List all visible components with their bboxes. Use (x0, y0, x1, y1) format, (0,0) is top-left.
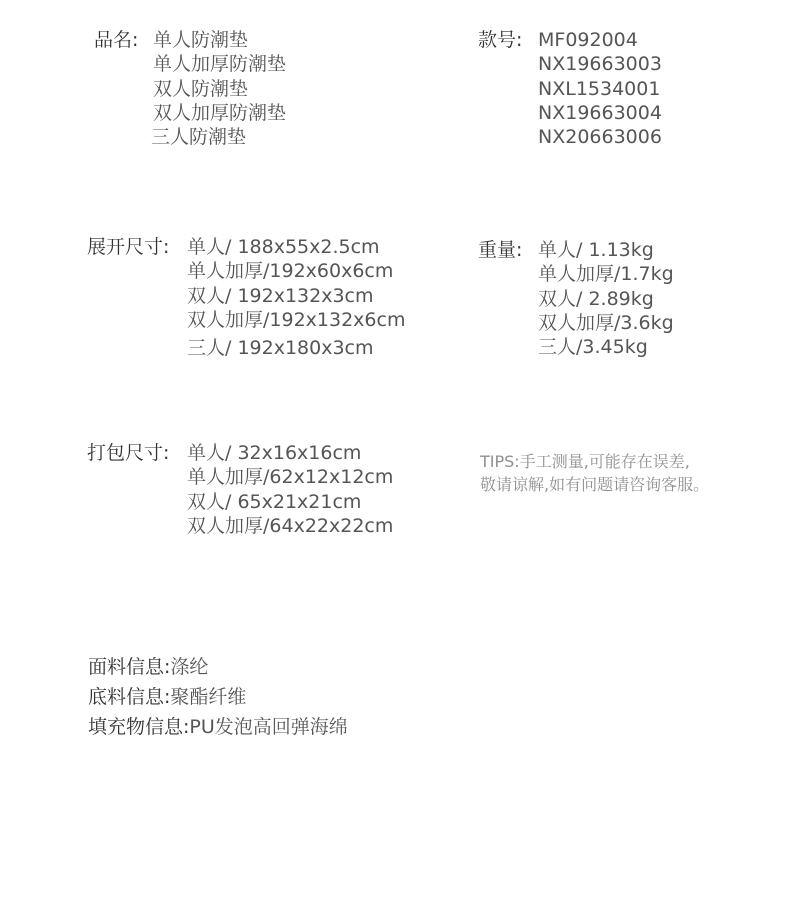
product-name-value: 三人防潮垫 (151, 126, 247, 149)
product-name-value: 单人防潮垫 (153, 29, 249, 51)
tips-line: TIPS:手工测量,可能存在误差, (480, 452, 690, 471)
pack-size-value: 单人/ 32x16x16cm (187, 442, 362, 464)
model-number-label: 款号: (478, 29, 523, 51)
product-name-value: 单人加厚防潮垫 (153, 53, 287, 76)
weight-value: 双人/ 2.89kg (538, 287, 654, 310)
pack-size-value: 单人加厚/62x12x12cm (187, 466, 394, 489)
pack-size-label: 打包尺寸: (87, 442, 170, 464)
unfold-size-value: 三人/ 192x180x3cm (187, 337, 374, 360)
tips-line: 敬请谅解,如有问题请咨询客服。 (480, 475, 710, 494)
model-number-value: NX20663006 (538, 126, 662, 149)
unfold-size-value: 双人加厚/192x132x6cm (187, 308, 406, 331)
unfold-size-values (187, 235, 405, 360)
model-number-value: NX19663003 (538, 53, 662, 76)
unfold-size-value: 双人/ 192x132x3cm (187, 284, 374, 307)
model-number-values (538, 28, 662, 149)
filling-value: PU发泡高回弹海绵 (189, 716, 348, 738)
weight-value: 单人加厚/1.7kg (538, 263, 674, 286)
filling-row (88, 715, 348, 739)
product-name-value: 双人防潮垫 (153, 77, 249, 100)
unfold-size-value: 单人/ 188x55x2.5cm (187, 236, 380, 258)
pack-size-value: 双人/ 65x21x21cm (187, 490, 362, 513)
tips-note (480, 450, 709, 496)
pack-size-values (187, 441, 393, 538)
product-name-values (153, 28, 286, 149)
face-fabric-value: 涤纶 (170, 656, 209, 678)
face-fabric-label: 面料信息: (88, 656, 171, 678)
weight-value: 双人加厚/3.6kg (538, 311, 674, 334)
filling-label: 填充物信息: (88, 716, 190, 738)
weight-values (538, 238, 674, 359)
model-number-value: NX19663004 (538, 101, 662, 124)
weight-value: 三人/3.45kg (538, 336, 648, 359)
base-fabric-value: 聚酯纤维 (170, 686, 247, 708)
product-name-value: 双人加厚防潮垫 (153, 101, 287, 124)
weight-value: 单人/ 1.13kg (538, 239, 654, 261)
model-number-value: NXL1534001 (538, 77, 661, 100)
weight-label: 重量: (478, 239, 523, 261)
model-number-value: MF092004 (538, 29, 638, 51)
unfold-size-value: 单人加厚/192x60x6cm (187, 260, 394, 283)
base-fabric-row (88, 685, 246, 709)
base-fabric-label: 底料信息: (88, 686, 171, 708)
face-fabric-row (88, 655, 208, 679)
pack-size-value: 双人加厚/64x22x22cm (187, 514, 394, 537)
product-name-label: 品名: (94, 29, 139, 51)
unfold-size-label: 展开尺寸: (87, 236, 170, 258)
